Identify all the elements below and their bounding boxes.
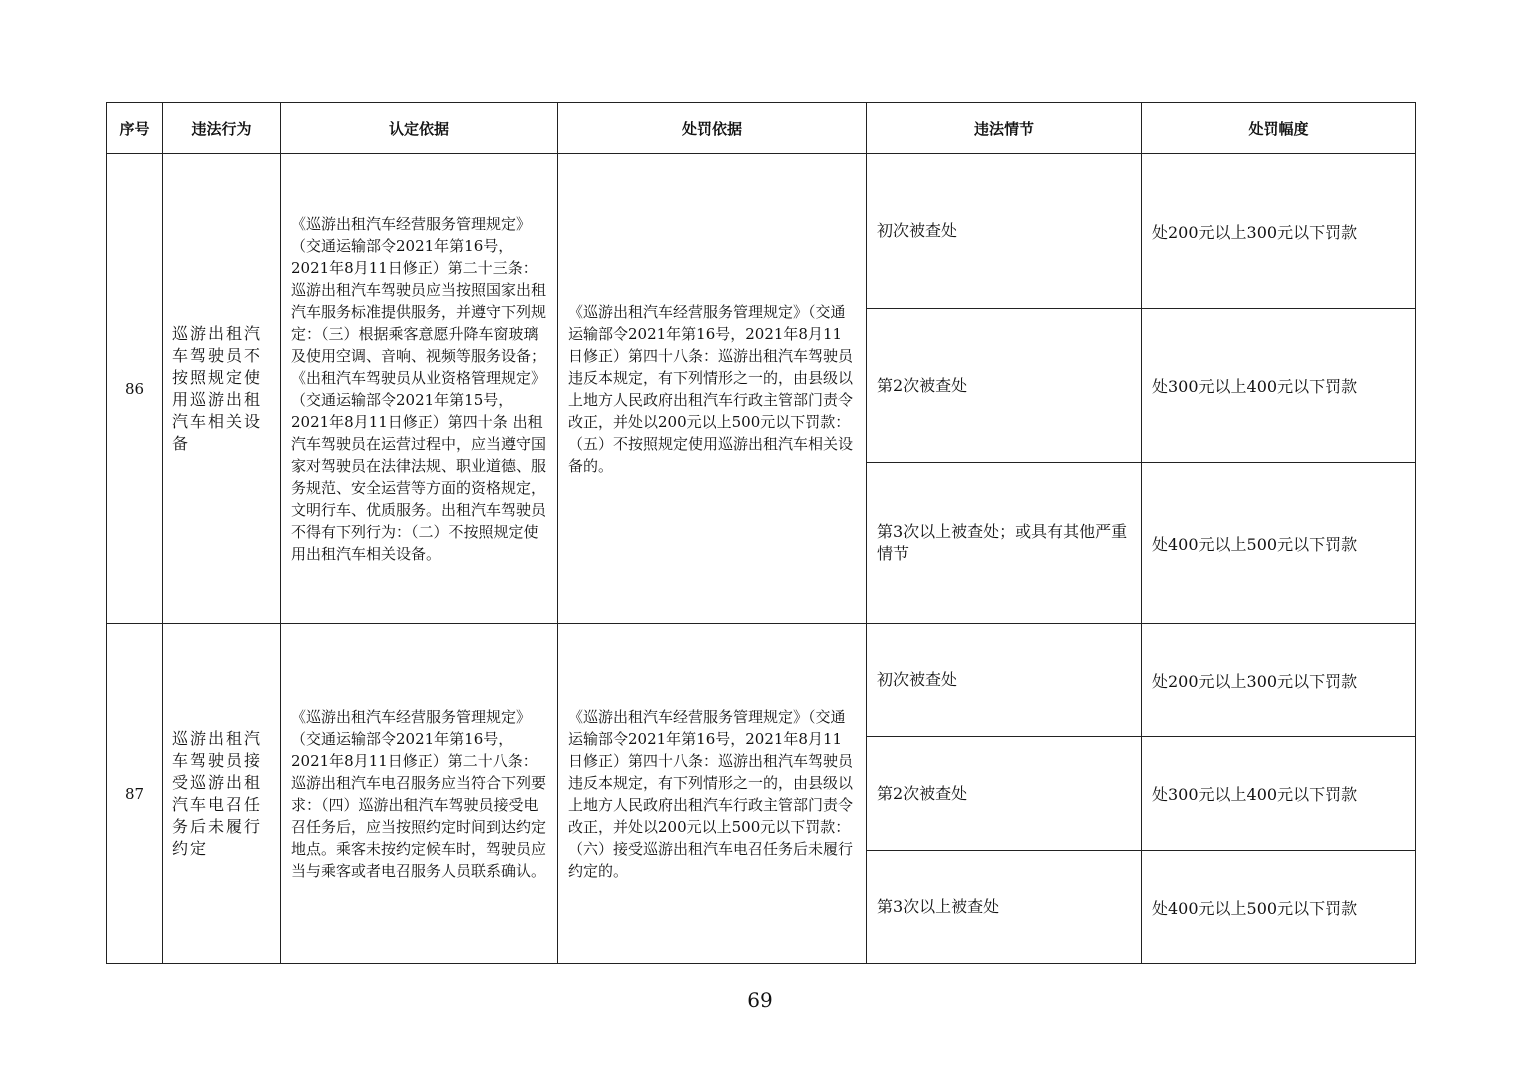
header-seq: 序号 [107,103,163,154]
row-seq: 86 [107,154,163,624]
table-header-row [107,103,1416,154]
table-row [107,154,1416,309]
header-act: 违法行为 [163,103,281,154]
row-fine: 处400元以上500元以下罚款 [1142,851,1416,964]
row-circumstance: 初次被查处 [867,154,1142,309]
header-penalty-basis: 处罚依据 [558,103,867,154]
row-fine: 处200元以上300元以下罚款 [1142,154,1416,309]
row-act: 巡游出租汽车驾驶员接受巡游出租汽车电召任务后未履行约定 [163,624,281,964]
row-fine: 处300元以上400元以下罚款 [1142,309,1416,463]
row-seq: 87 [107,624,163,964]
row-circumstance: 第2次被查处 [867,737,1142,851]
row-fine: 处200元以上300元以下罚款 [1142,624,1416,737]
header-fine: 处罚幅度 [1142,103,1416,154]
row-act: 巡游出租汽车驾驶员不按照规定使用巡游出租汽车相关设备 [163,154,281,624]
header-circumstance: 违法情节 [867,103,1142,154]
row-penalty-basis: 《巡游出租汽车经营服务管理规定》（交通运输部令2021年第16号，2021年8月11日修正）第四十八条：巡游出租汽车驾驶员违反本规定，有下列情形之一的，由县级以上地方人民政府出租汽车行政主管部门责令改正，并处以200元以上500元以下罚款：（六）接受巡游出租汽车电召任务后未履行约定的。 [558,624,867,964]
row-circumstance: 第3次以上被查处；或具有其他严重情节 [867,463,1142,624]
row-penalty-basis: 《巡游出租汽车经营服务管理规定》（交通运输部令2021年第16号，2021年8月11日修正）第四十八条：巡游出租汽车驾驶员违反本规定，有下列情形之一的，由县级以上地方人民政府出租汽车行政主管部门责令改正，并处以200元以上500元以下罚款：（五）不按照规定使用巡游出租汽车相关设备的。 [558,154,867,624]
page-number: 69 [747,988,773,1012]
row-fine: 处400元以上500元以下罚款 [1142,463,1416,624]
table-row [107,624,1416,737]
row-circumstance: 第3次以上被查处 [867,851,1142,964]
header-basis: 认定依据 [281,103,558,154]
row-circumstance: 第2次被查处 [867,309,1142,463]
penalty-table [106,102,1416,964]
row-circumstance: 初次被查处 [867,624,1142,737]
row-fine: 处300元以上400元以下罚款 [1142,737,1416,851]
row-basis: 《巡游出租汽车经营服务管理规定》（交通运输部令2021年第16号，2021年8月11日修正）第二十八条：巡游出租汽车电召服务应当符合下列要求：（四）巡游出租汽车驾驶员接受电召任务后，应当按照约定时间到达约定地点。乘客未按约定候车时，驾驶员应当与乘客或者电召服务人员联系确认。 [281,624,558,964]
row-basis: 《巡游出租汽车经营服务管理规定》（交通运输部令2021年第16号，2021年8月11日修正）第二十三条：巡游出租汽车驾驶员应当按照国家出租汽车服务标准提供服务，并遵守下列规定：（三）根据乘客意愿升降车窗玻璃及使用空调、音响、视频等服务设备；《出租汽车驾驶员从业资格管理规定》（交通运输部令2021年第15号，2021年8月11日修正）第四十条 出租汽车驾驶员在运营过程中，应当遵守国家对驾驶员在法律法规、职业道德、服务规范、安全运营等方面的资格规定，文明行车、优质服务。出租汽车驾驶员不得有下列行为：（二）不按照规定使用出租汽车相关设备。 [281,154,558,624]
